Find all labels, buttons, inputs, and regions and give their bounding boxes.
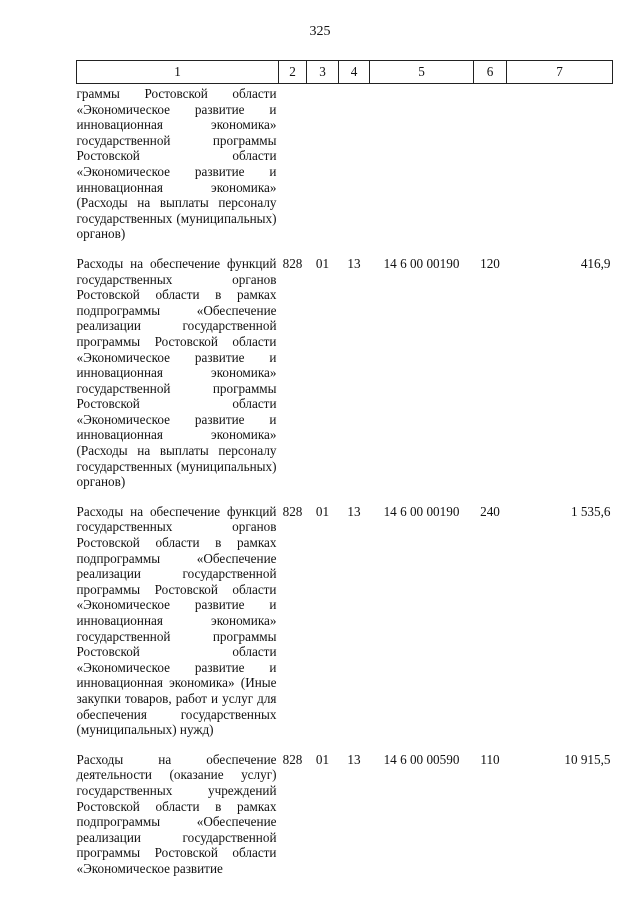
col-header-2: 2	[279, 61, 307, 84]
row-amount	[507, 84, 613, 256]
row-target-article	[370, 84, 474, 256]
col-header-6: 6	[474, 61, 507, 84]
col-header-5: 5	[370, 61, 474, 84]
row-section	[307, 84, 339, 256]
table-row	[77, 504, 613, 752]
col-header-7: 7	[507, 61, 613, 84]
table-body	[77, 84, 613, 891]
row-section: 01	[315, 255, 330, 271]
header-row	[77, 61, 613, 84]
row-expense-type: 120	[480, 255, 500, 271]
col-header-1: 1	[77, 61, 279, 84]
row-amount: 10 915,5	[564, 751, 611, 767]
row-description: граммы Ростовской области «Экономическое развитие и инновационная экономика» государственной программы Ростовской области «Экономическое развитие и инновационная экономика» (Расходы на выплаты персоналу государственных (муниципальных) органов)	[76, 86, 277, 242]
row-subsection: 13	[347, 503, 361, 519]
row-section: 01	[315, 751, 330, 767]
row-description: Расходы на обеспечение функций государственных органов Ростовской области в рамках подпрограммы «Обеспечение реализации государственной программы Ростовской области «Экономическое развитие и инновационная экономика» государственной программы Ростовской области «Экономическое развитие и инновационная экономика» (Иные закупки товаров, работ и услуг для обеспечения государственных (муниципальных) нужд)	[76, 503, 277, 738]
row-description: Расходы на обеспечение функций государственных органов Ростовской области в рамках подпрограммы «Обеспечение реализации государственной программы Ростовской области «Экономическое развитие и инновационная экономика» государственной программы Ростовской области «Экономическое развитие и инновационная экономика» (Расходы на выплаты персоналу государственных (муниципальных) органов)	[76, 255, 277, 490]
row-expense-type: 240	[480, 503, 500, 519]
row-ministry: 828	[282, 503, 303, 519]
row-target-article: 14 6 00 00190	[383, 503, 460, 519]
budget-table	[76, 60, 613, 891]
row-target-article: 14 6 00 00590	[383, 751, 460, 767]
table-row	[77, 256, 613, 504]
row-amount: 1 535,6	[570, 503, 611, 519]
row-description: Расходы на обеспечение деятельности (оказание услуг) государственных учреждений Ростовской области в рамках подпрограммы «Обеспечение реализации государственной программы Ростовской области «Экономическое развитие	[76, 751, 277, 876]
row-ministry: 828	[282, 751, 303, 767]
row-ministry: 828	[282, 255, 303, 271]
col-header-3: 3	[307, 61, 339, 84]
page-number: 325	[309, 24, 331, 39]
row-amount: 416,9	[580, 255, 611, 271]
table-header	[77, 61, 613, 84]
row-ministry	[279, 84, 307, 256]
row-subsection	[339, 84, 370, 256]
row-subsection: 13	[347, 255, 361, 271]
row-subsection: 13	[347, 751, 361, 767]
col-header-4: 4	[339, 61, 370, 84]
row-section: 01	[315, 503, 330, 519]
row-expense-type	[474, 84, 507, 256]
row-target-article: 14 6 00 00190	[383, 255, 460, 271]
table-row	[77, 752, 613, 891]
row-expense-type: 110	[480, 751, 500, 767]
table-row	[77, 84, 613, 256]
